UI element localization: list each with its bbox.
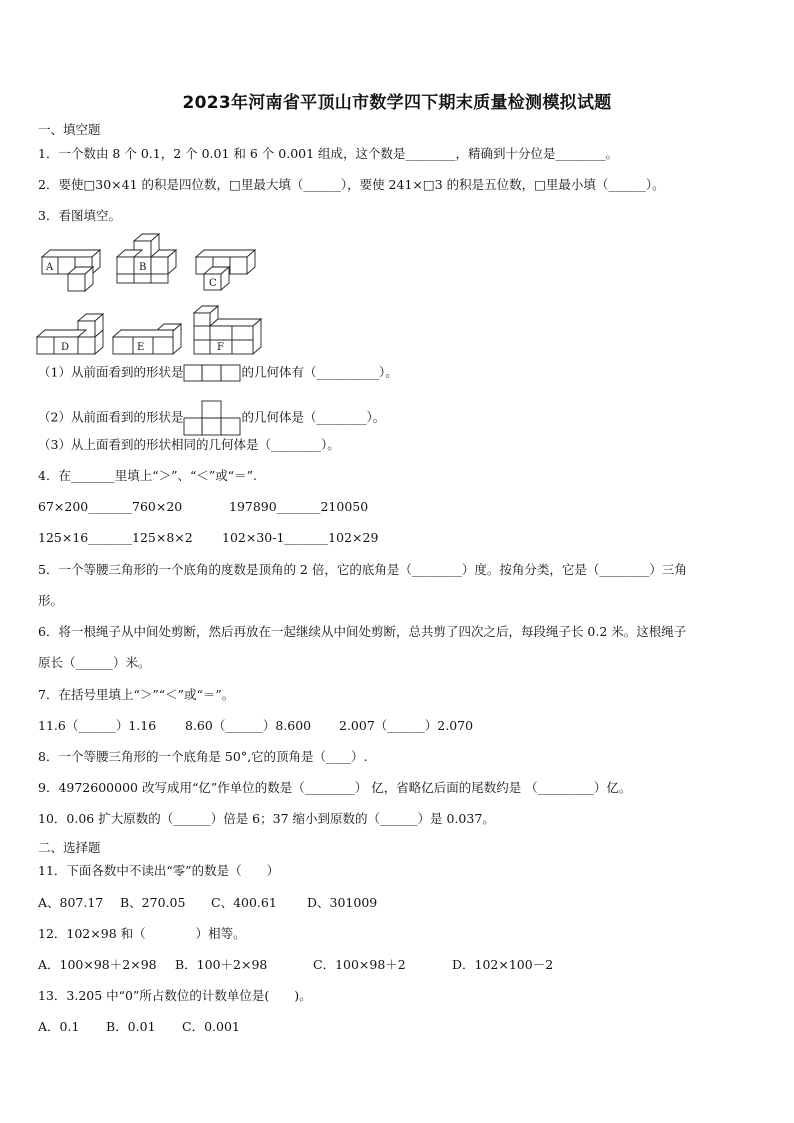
question-12: 12．102×98 和（ ）相等。 <box>38 926 246 941</box>
figure-label-f: F <box>217 342 224 353</box>
figure-a <box>42 250 100 291</box>
question-13-option-a: A．0.1 <box>38 1019 80 1034</box>
section-multiple-choice: 二、选择题 <box>38 840 101 855</box>
question-3-1-prefix: （1）从前面看到的形状是 <box>38 364 184 380</box>
question-7-item-1: 11.6（______）1.16 <box>38 718 157 733</box>
question-5-line-1: 5．一个等腰三角形的一个底角的度数是顶角的 2 倍，它的底角是（________）度。按角分类，它是（________）三角 <box>38 562 687 577</box>
question-3-2-prefix: （2）从前面看到的形状是 <box>38 409 184 425</box>
question-13-option-b: B．0.01 <box>106 1019 156 1034</box>
question-12-option-b: B．100＋2×98 <box>175 957 268 972</box>
question-1: 1．一个数由 8 个 0.1，2 个 0.01 和 6 个 0.001 组成，这个数是________，精确到十分位是________。 <box>38 146 619 161</box>
figure-f <box>194 306 261 354</box>
figure-label-e: E <box>137 342 145 353</box>
page-title: 2023年河南省平顶山市数学四下期末质量检测模拟试题 <box>182 93 612 113</box>
question-12-option-d: D．102×100－2 <box>452 957 554 972</box>
question-12-option-a: A．100×98＋2×98 <box>38 957 157 972</box>
question-3-1-suffix: 的几何体有（__________）。 <box>241 364 398 380</box>
question-11-option-a: A、807.17 <box>38 895 104 910</box>
question-4-item-1: 67×200_______760×20 <box>38 499 183 514</box>
question-3-2 <box>38 400 385 436</box>
question-11: 11．下面各数中不读出“零”的数是（ ） <box>38 863 280 878</box>
question-11-option-d: D、301009 <box>307 895 378 910</box>
question-9: 9．4972600000 改写成用“亿”作单位的数是（________） 亿，省略亿后面的尾数约是 （_________）亿。 <box>38 780 632 795</box>
question-6-line-2: 原长（______）米。 <box>38 655 151 670</box>
section-fill-in: 一、填空题 <box>38 122 101 137</box>
question-2: 2．要使□30×41 的积是四位数，□里最大填（______），要使 241×□3 的积是五位数，□里最小填（______）。 <box>38 177 665 192</box>
figure-label-b: B <box>139 262 147 273</box>
question-11-option-b: B、270.05 <box>120 895 186 910</box>
question-3-1 <box>38 364 398 382</box>
question-10: 10．0.06 扩大原数的（______）倍是 6；37 缩小到原数的（______）是 0.037。 <box>38 811 495 826</box>
front-view-t-shape <box>183 400 241 436</box>
question-12-option-c: C．100×98＋2 <box>313 957 406 972</box>
question-3-3: （3）从上面看到的形状相同的几何体是（________）。 <box>38 437 340 452</box>
figure-c <box>196 250 255 290</box>
question-3: 3．看图填空。 <box>38 208 121 223</box>
question-13-option-c: C．0.001 <box>182 1019 240 1034</box>
question-6-line-1: 6．将一根绳子从中间处剪断，然后再放在一起继续从中间处剪断，总共剪了四次之后，每段绳子长 0.2 米。这根绳子 <box>38 624 687 639</box>
figure-label-a: A <box>46 262 54 273</box>
figure-d <box>37 314 103 354</box>
question-11-option-c: C、400.61 <box>211 895 277 910</box>
question-7-item-3: 2.007（______）2.070 <box>339 718 474 733</box>
question-3-2-suffix: 的几何体是（________）。 <box>241 409 386 425</box>
figure-label-c: C <box>209 278 217 289</box>
front-view-three-squares <box>183 364 241 382</box>
question-7-item-2: 8.60（______）8.600 <box>185 718 312 733</box>
question-5-line-2: 形。 <box>38 593 64 608</box>
cube-figures <box>36 233 276 358</box>
question-4-item-2: 197890_______210050 <box>229 499 369 514</box>
question-4-item-3: 125×16_______125×8×2 <box>38 530 193 545</box>
figure-e <box>113 324 181 354</box>
figure-b <box>117 234 176 283</box>
question-4: 4．在_______里填上“＞”、“＜”或“＝”. <box>38 468 258 483</box>
question-4-item-4: 102×30-1_______102×29 <box>222 530 379 545</box>
question-7: 7．在括号里填上“＞”“＜”或“＝”。 <box>38 687 235 702</box>
question-13: 13．3.205 中“0”所占数位的计数单位是( )。 <box>38 988 312 1003</box>
figure-label-d: D <box>61 342 70 353</box>
question-8: 8．一个等腰三角形的一个底角是 50°,它的顶角是（____）. <box>38 749 368 764</box>
